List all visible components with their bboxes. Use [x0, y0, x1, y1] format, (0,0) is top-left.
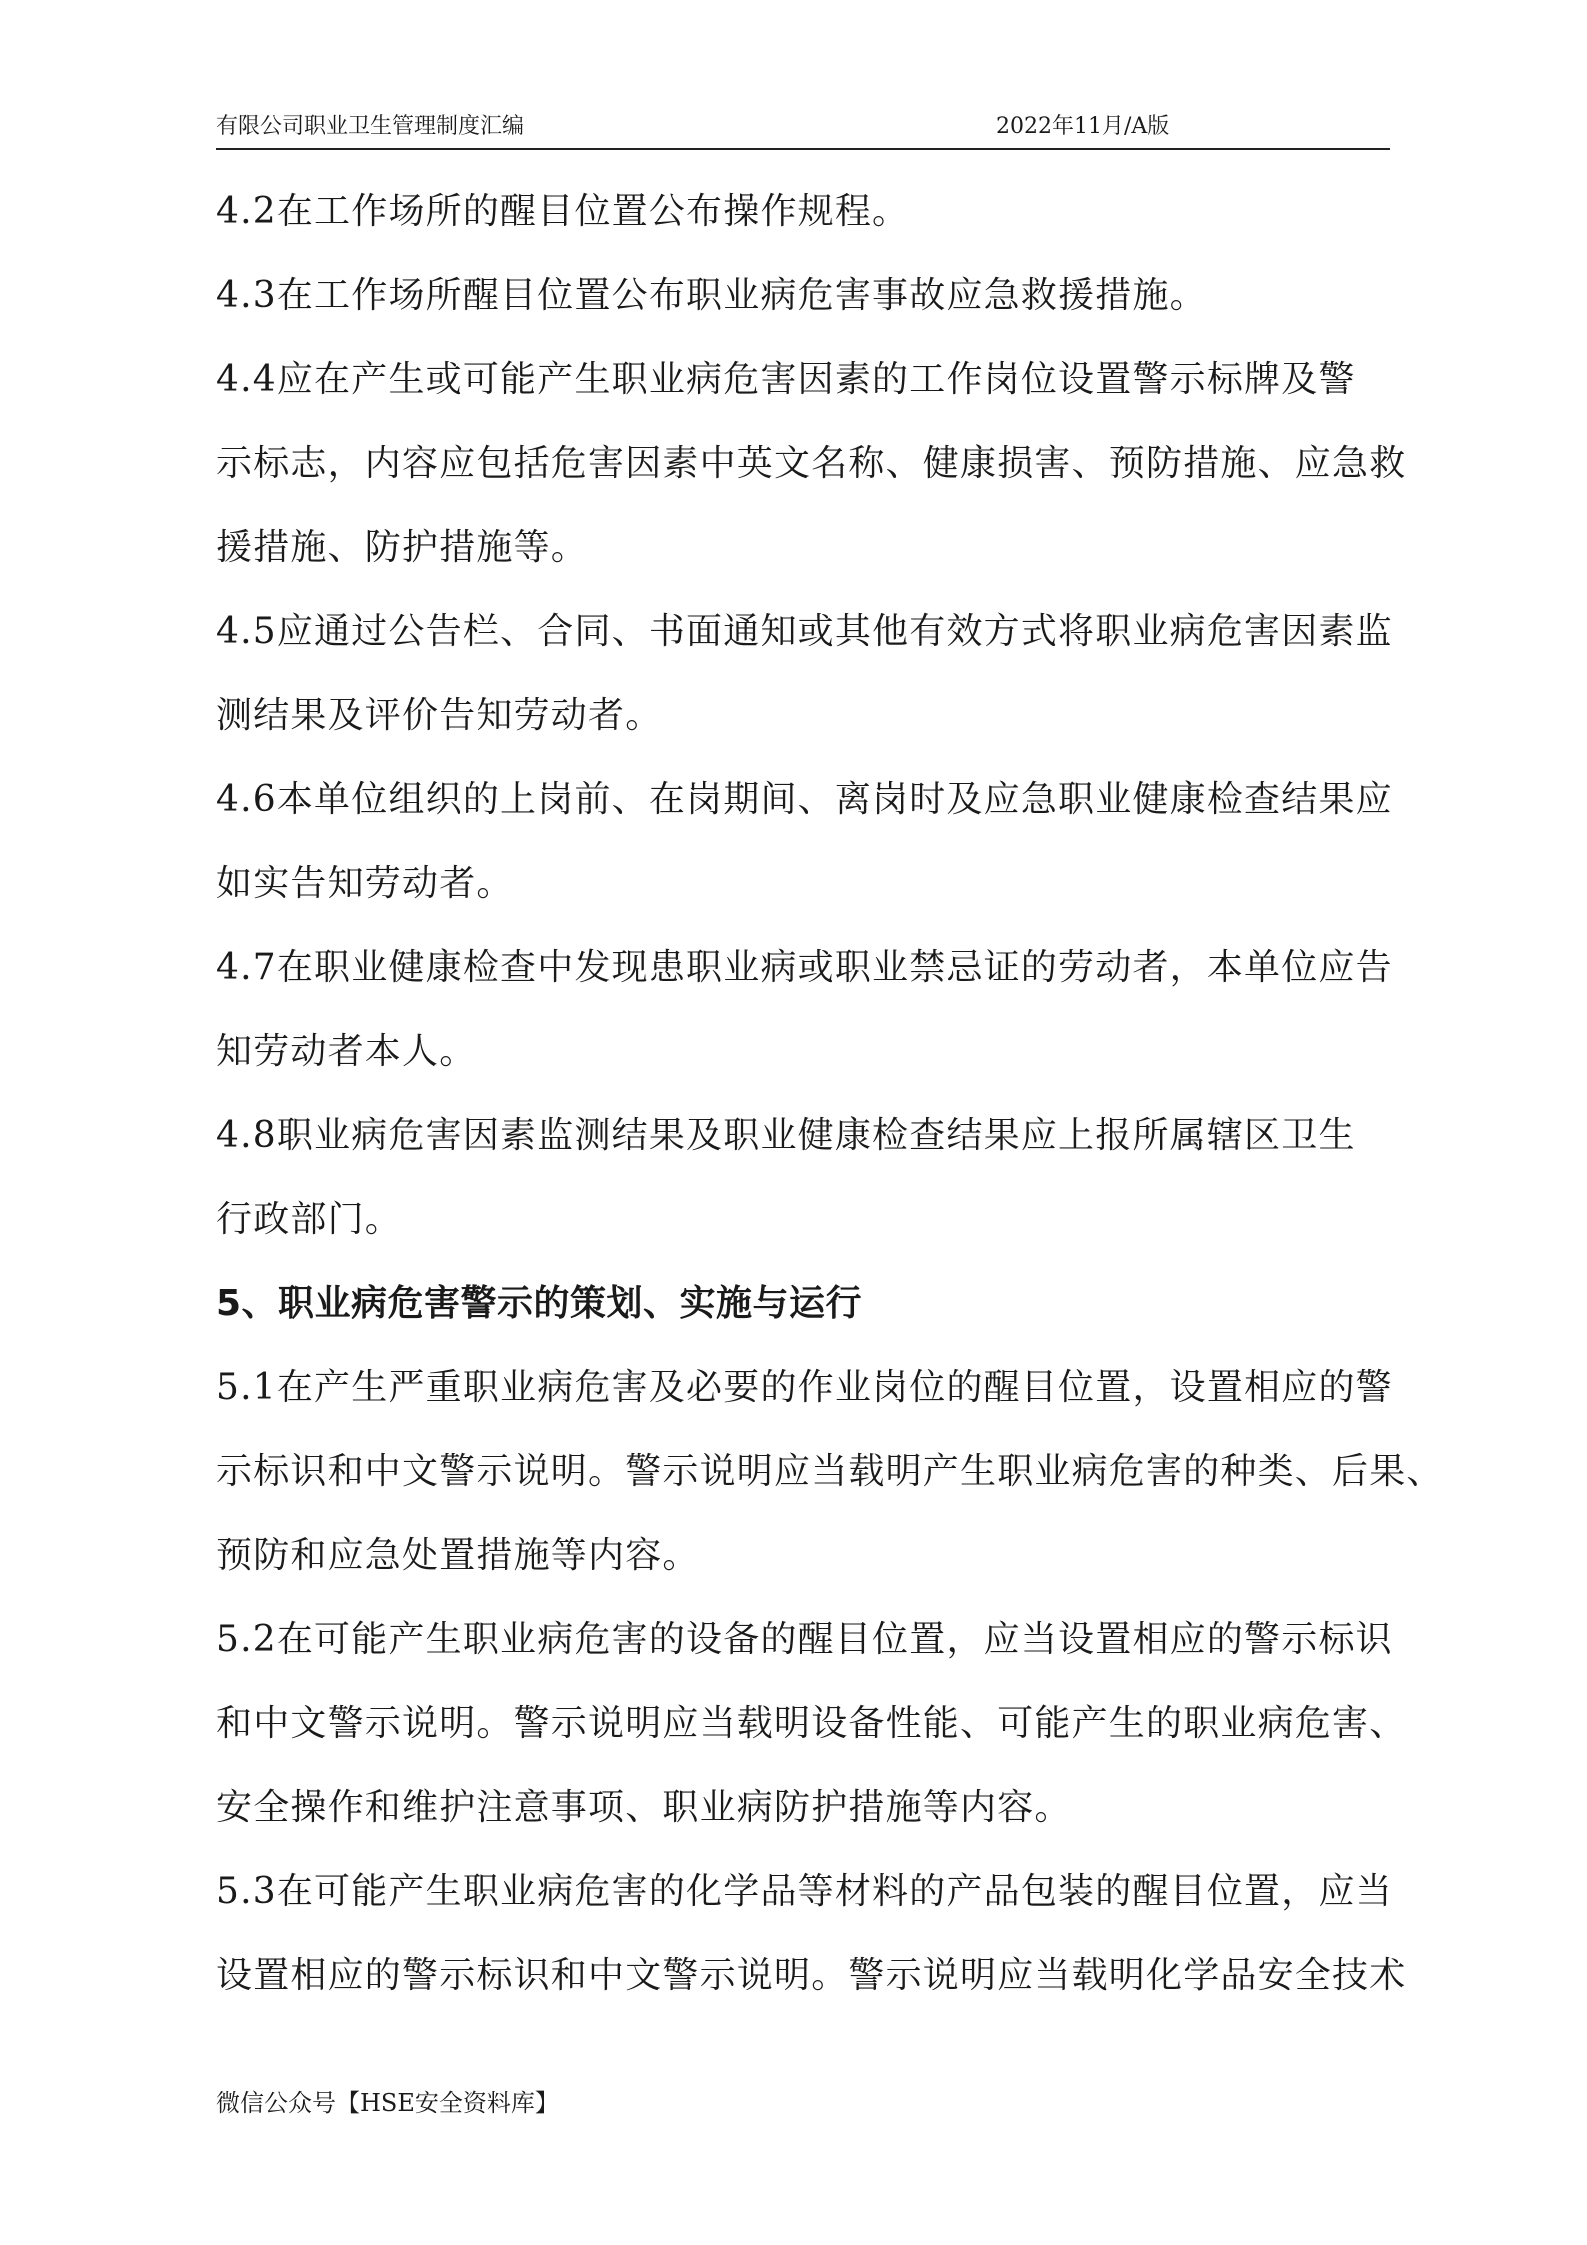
paragraph-line: 示标识和中文警示说明。警示说明应当载明产生职业病危害的种类、后果、: [216, 1451, 1444, 1492]
paragraph-line: 和中文警示说明。警示说明应当载明设备性能、可能产生的职业病危害、: [216, 1703, 1407, 1744]
page-header: [216, 110, 1390, 150]
paragraph-line: 4.2在工作场所的醒目位置公布操作规程。: [216, 191, 910, 232]
paragraph-line: 4.3在工作场所醒目位置公布职业病危害事故应急救援措施。: [216, 275, 1207, 316]
paragraph-line: 4.8职业病危害因素监测结果及职业健康检查结果应上报所属辖区卫生: [216, 1115, 1356, 1156]
document-version: 2022年11月/A版: [996, 114, 1170, 139]
document-title: 有限公司职业卫生管理制度汇编: [216, 114, 525, 139]
paragraph-line: 4.4应在产生或可能产生职业病危害因素的工作岗位设置警示标牌及警: [216, 359, 1356, 400]
paragraph-line: 5.3在可能产生职业病危害的化学品等材料的产品包装的醒目位置，应当: [216, 1871, 1393, 1912]
paragraph-line: 援措施、防护措施等。: [216, 527, 589, 568]
paragraph-line: 4.5应通过公告栏、合同、书面通知或其他有效方式将职业病危害因素监: [216, 611, 1393, 652]
document-body: [216, 170, 1444, 2018]
paragraph-line: 测结果及评价告知劳动者。: [216, 695, 663, 736]
paragraph-line: 4.7在职业健康检查中发现患职业病或职业禁忌证的劳动者，本单位应告: [216, 947, 1393, 988]
paragraph-line: 知劳动者本人。: [216, 1031, 477, 1072]
paragraph-line: 示标志，内容应包括危害因素中英文名称、健康损害、预防措施、应急救: [216, 443, 1407, 484]
paragraph-line: 4.6本单位组织的上岗前、在岗期间、离岗时及应急职业健康检查结果应: [216, 779, 1393, 820]
paragraph-line: 行政部门。: [216, 1199, 403, 1240]
paragraph-line: 设置相应的警示标识和中文警示说明。警示说明应当载明化学品安全技术: [216, 1955, 1407, 1996]
section-heading: 5、职业病危害警示的策划、实施与运行: [216, 1283, 863, 1324]
paragraph-line: 如实告知劳动者。: [216, 863, 514, 904]
page-footer: 微信公众号【HSE安全资料库】: [216, 2089, 559, 2117]
paragraph-line: 安全操作和维护注意事项、职业病防护措施等内容。: [216, 1787, 1072, 1828]
paragraph-line: 预防和应急处置措施等内容。: [216, 1535, 700, 1576]
paragraph-line: 5.2在可能产生职业病危害的设备的醒目位置，应当设置相应的警示标识: [216, 1619, 1393, 1660]
paragraph-line: 5.1在产生严重职业病危害及必要的作业岗位的醒目位置，设置相应的警: [216, 1367, 1393, 1408]
